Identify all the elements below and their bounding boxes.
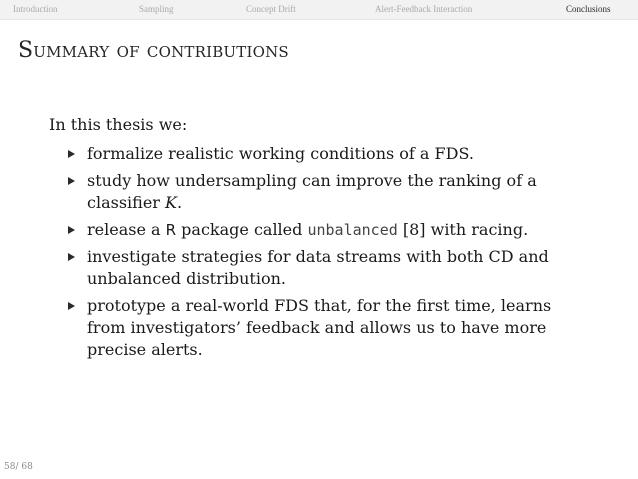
nav-item-concept-drift[interactable]: Concept Drift [246, 4, 296, 14]
r-language-label: R [165, 221, 177, 239]
nav-item-sampling[interactable]: Sampling [139, 4, 174, 14]
navigation-bar [0, 0, 638, 20]
bullet-text: prototype a real-world FDS that, for the first time, learns from investigators’ feedback and allows us to have more precise alerts. [87, 296, 552, 359]
classifier-symbol: K [165, 193, 177, 212]
list-item [49, 295, 589, 361]
list-item [49, 246, 589, 290]
triangle-bullet-icon [68, 177, 75, 185]
triangle-bullet-icon [68, 302, 75, 310]
list-item [49, 143, 589, 165]
nav-item-conclusions[interactable]: Conclusions [566, 4, 611, 14]
bullet-text-mid: package called [176, 220, 308, 239]
triangle-bullet-icon [68, 226, 75, 234]
intro-text: In this thesis we: [49, 115, 188, 134]
contribution-list [49, 143, 589, 366]
nav-item-alert-feedback-interaction[interactable]: Alert-Feedback Interaction [375, 4, 473, 14]
triangle-bullet-icon [68, 150, 75, 158]
slide-title: Summary of contributions [18, 38, 289, 63]
bullet-text-end: [8] with racing. [397, 220, 529, 239]
list-item [49, 170, 589, 214]
nav-item-introduction[interactable]: Introduction [13, 4, 58, 14]
triangle-bullet-icon [68, 253, 75, 261]
bullet-text: study how undersampling can improve the ranking of a classifier [87, 171, 537, 212]
page-number: 58/ 68 [4, 462, 33, 472]
bullet-text: release a [87, 220, 166, 239]
package-name-code: unbalanced [307, 221, 398, 239]
bullet-text: investigate strategies for data streams with both CD and unbalanced distribution. [87, 247, 549, 288]
bullet-text: formalize realistic working conditions of a FDS. [87, 144, 474, 163]
list-item [49, 219, 589, 241]
bullet-text-end: . [176, 193, 183, 212]
